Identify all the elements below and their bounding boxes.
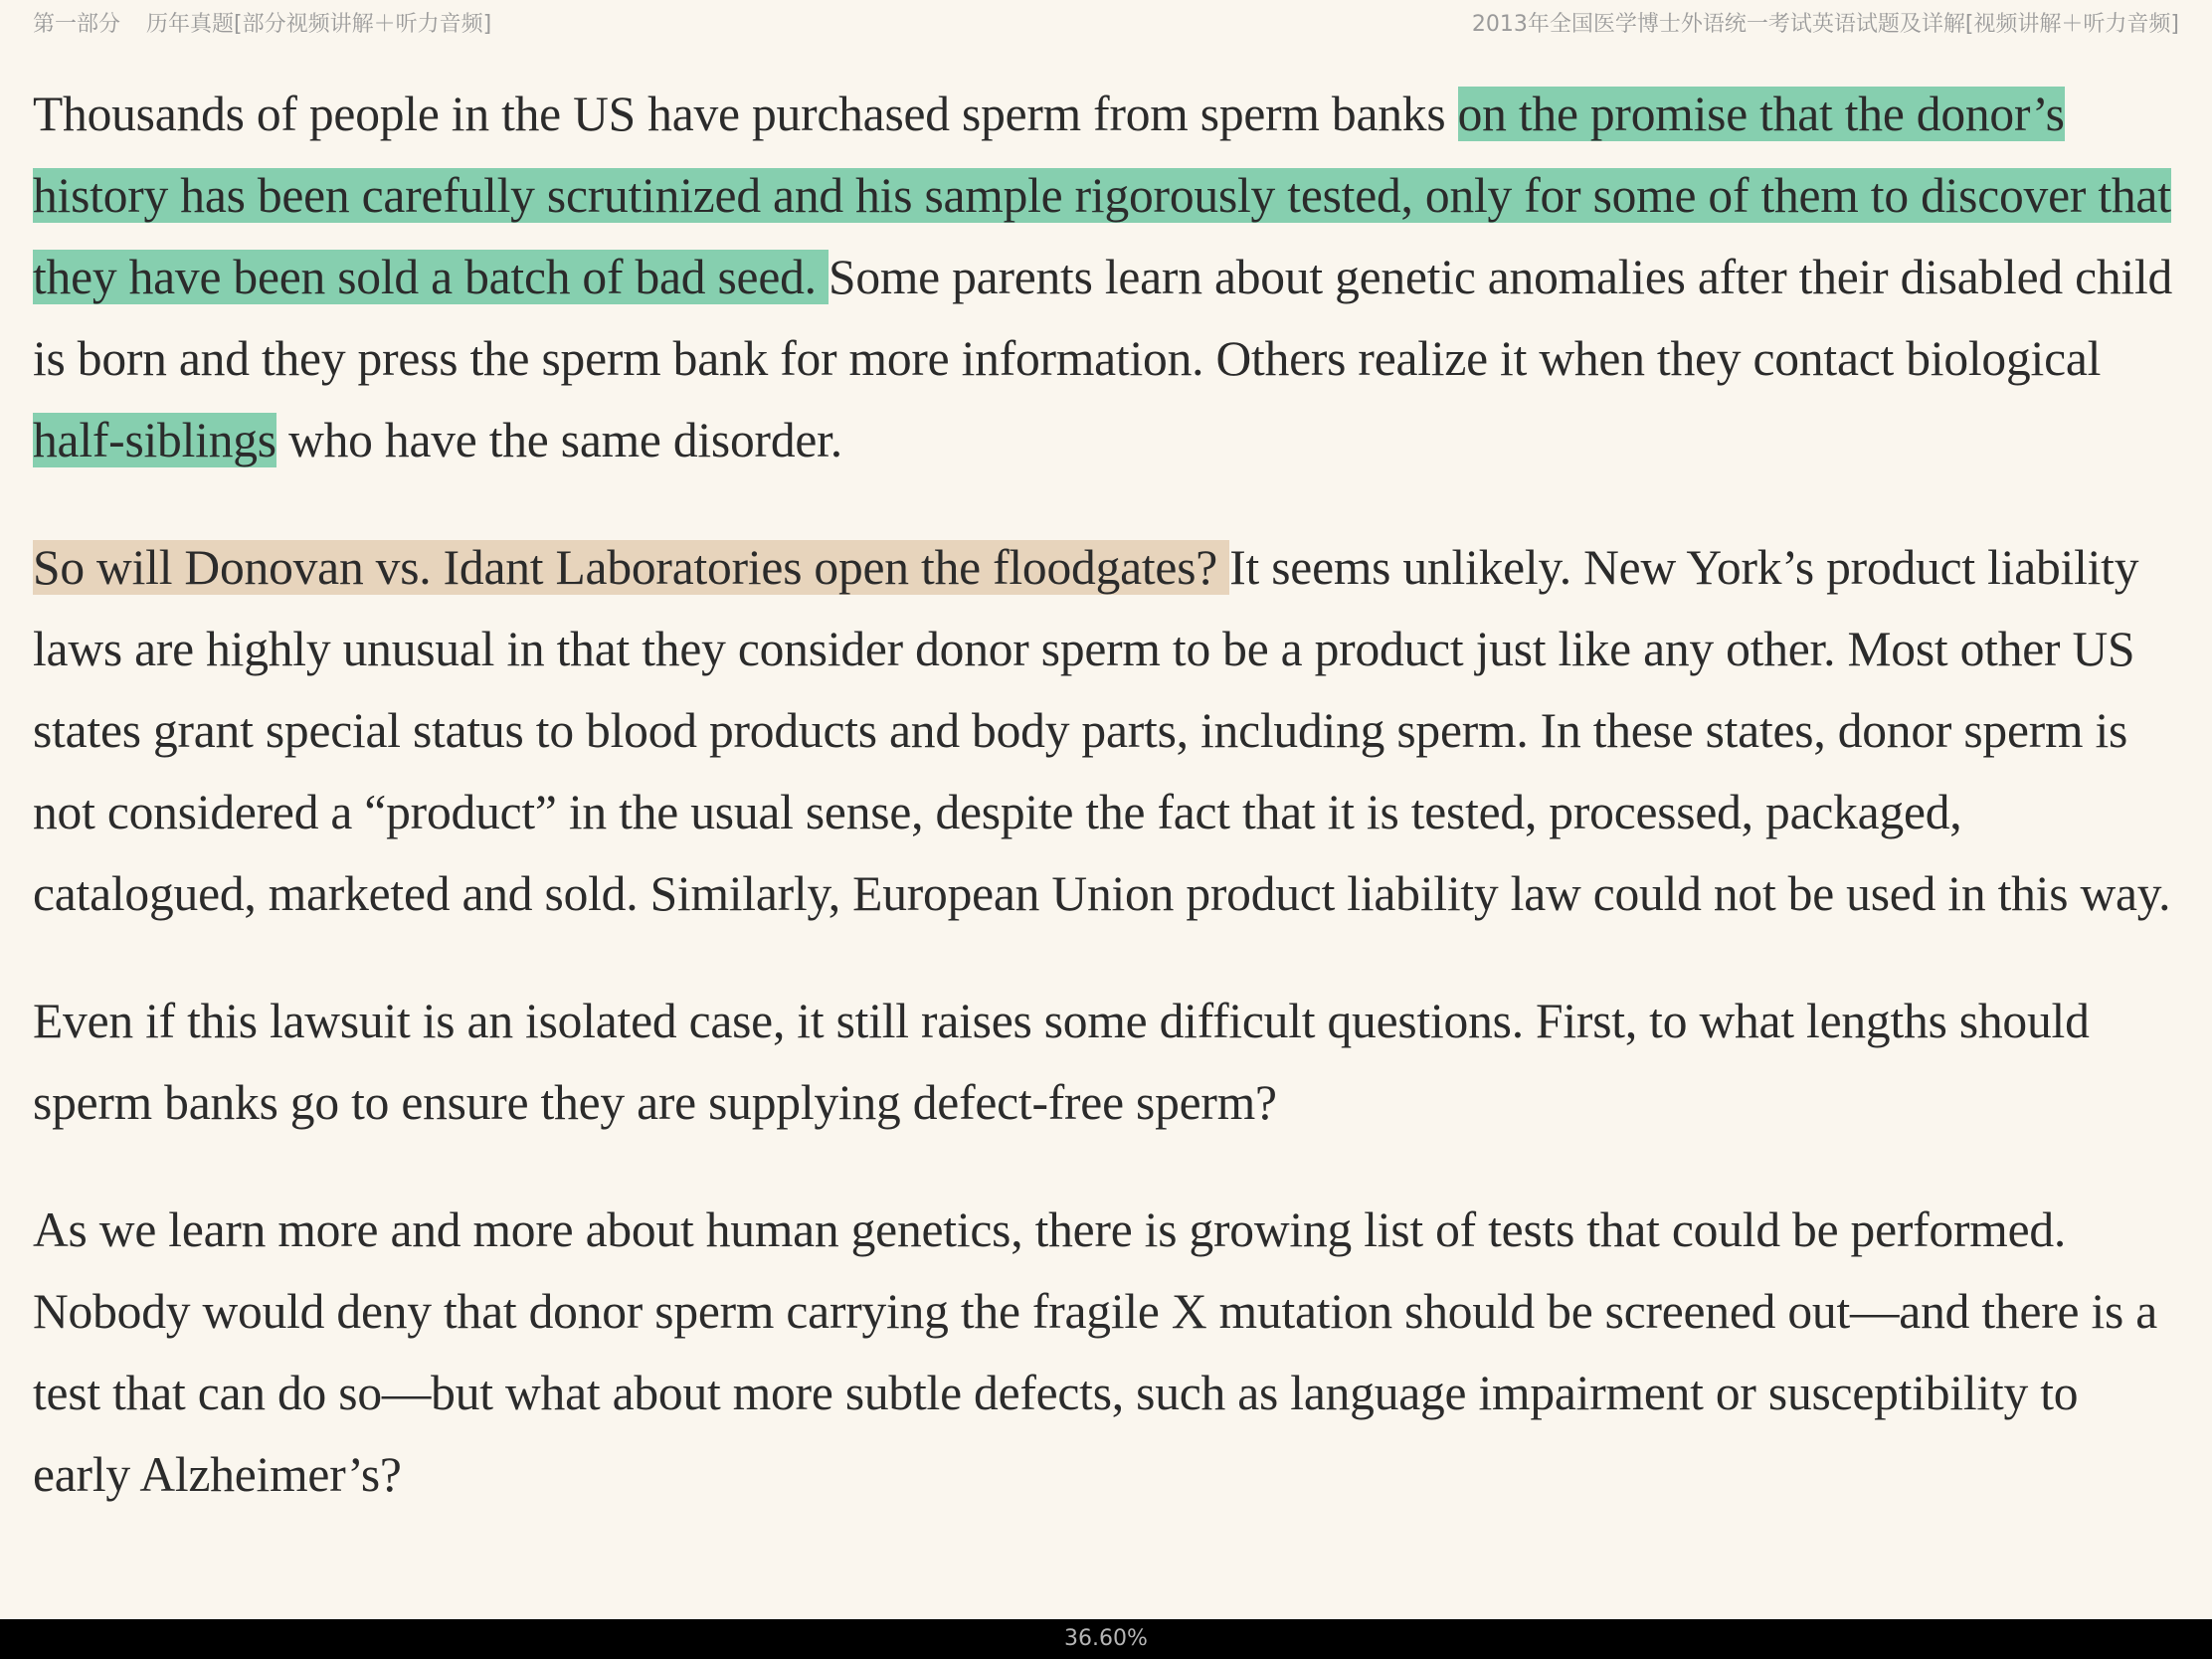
highlight-green[interactable]: on the promise that the donor’s history has been carefully scrutinized and his sample rigorously tested, only for some of them to discover that they have been sold a batch of bad seed. xyxy=(33,87,2171,304)
section-label: 第一部分 xyxy=(33,12,121,37)
highlight-green[interactable]: half-siblings xyxy=(33,413,276,467)
paragraph-2[interactable] xyxy=(33,527,2179,935)
text-segment: It seems unlikely. New York’s product liability laws are highly unusual in that they consider donor sperm to be a product just like any other. Most other US states grant special status to blood products and body parts, including sperm. In these states, donor sperm is not considered a “product” in the usual sense, despite the fact that it is tested, processed, packaged, catalogued, marketed and sold. Similarly, European Union product liability law could not be used in this way. xyxy=(33,540,2171,921)
reader-header xyxy=(0,0,2212,40)
progress-bar xyxy=(0,1619,2212,1659)
text-segment: who have the same disorder. xyxy=(276,413,842,467)
book-title: 2013年全国医学博士外语统一考试英语试题及详解[视频讲解＋听力音频] xyxy=(1471,12,2179,37)
paragraph-3[interactable]: Even if this lawsuit is an isolated case, it still raises some difficult questions. First, to what lengths should sperm banks go to ensure they are supplying defect-free sperm? xyxy=(33,994,2090,1130)
header-left xyxy=(33,7,491,38)
reading-content xyxy=(33,74,2179,1562)
text-segment: Some parents learn about genetic anomalies after their disabled child is born and they press the sperm bank for more information. Others realize it when they contact biological xyxy=(33,250,2173,386)
progress-percent: 36.60% xyxy=(1064,1626,1148,1651)
paragraph-1[interactable] xyxy=(33,74,2179,481)
paragraph-4[interactable]: As we learn more and more about human genetics, there is growing list of tests that could be performed. Nobody would deny that donor sperm carrying the fragile X mutation should be screened out—and there is a test that can do so—but what about more subtle defects, such as language impairment or susceptibility to early Alzheimer’s? xyxy=(33,1202,2158,1502)
text-segment: Thousands of people in the US have purchased sperm from sperm banks xyxy=(33,87,1458,141)
highlight-tan[interactable]: So will Donovan vs. Idant Laboratories open the floodgates? xyxy=(33,540,1230,595)
chapter-label: 历年真题[部分视频讲解＋听力音频] xyxy=(146,12,492,37)
